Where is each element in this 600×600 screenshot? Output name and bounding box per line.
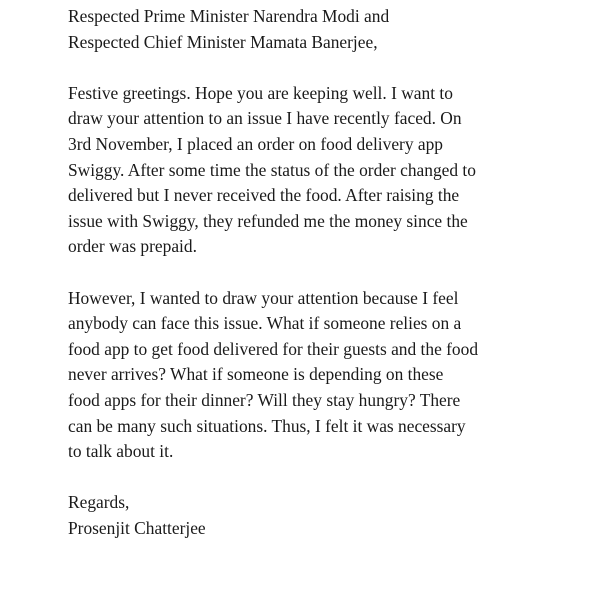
paragraph-1 <box>68 81 588 260</box>
paragraph-line: delivered but I never received the food. After raising the <box>68 185 460 206</box>
paragraph-line: Swiggy. After some time the status of the order changed to <box>68 159 476 180</box>
salutation-line: Respected Prime Minister Narendra Modi and <box>68 6 390 26</box>
paragraph-line: never arrives? What if someone is depending on these <box>68 364 444 385</box>
salutation-line: Respected Chief Minister Mamata Banerjee, <box>68 31 378 52</box>
letter-body <box>68 4 588 541</box>
paragraph-line: 3rd November, I placed an order on food delivery app <box>68 133 443 154</box>
paragraph-line: anybody can face this issue. What if someone relies on a <box>68 313 462 334</box>
paragraph-line: Festive greetings. Hope you are keeping well. I want to <box>68 82 453 103</box>
paragraph-line: can be many such situations. Thus, I felt it was necessary <box>68 415 466 436</box>
paragraph-gap <box>68 260 588 286</box>
signature: Prosenjit Chatterjee <box>68 517 206 538</box>
paragraph-line: draw your attention to an issue I have recently faced. On <box>68 108 462 129</box>
paragraph-2 <box>68 286 588 465</box>
paragraph-line: issue with Swiggy, they refunded me the money since the <box>68 210 468 231</box>
closing-regards: Regards, <box>68 492 130 513</box>
paragraph-line: food apps for their dinner? Will they stay hungry? There <box>68 389 461 410</box>
paragraph-gap <box>68 55 588 81</box>
paragraph-gap <box>68 465 588 491</box>
paragraph-line: However, I wanted to draw your attention because I feel <box>68 287 459 308</box>
paragraph-line: order was prepaid. <box>68 236 197 257</box>
salutation <box>68 4 588 55</box>
paragraph-line: to talk about it. <box>68 441 174 462</box>
paragraph-line: food app to get food delivered for their guests and the food <box>68 338 479 359</box>
closing <box>68 490 588 541</box>
